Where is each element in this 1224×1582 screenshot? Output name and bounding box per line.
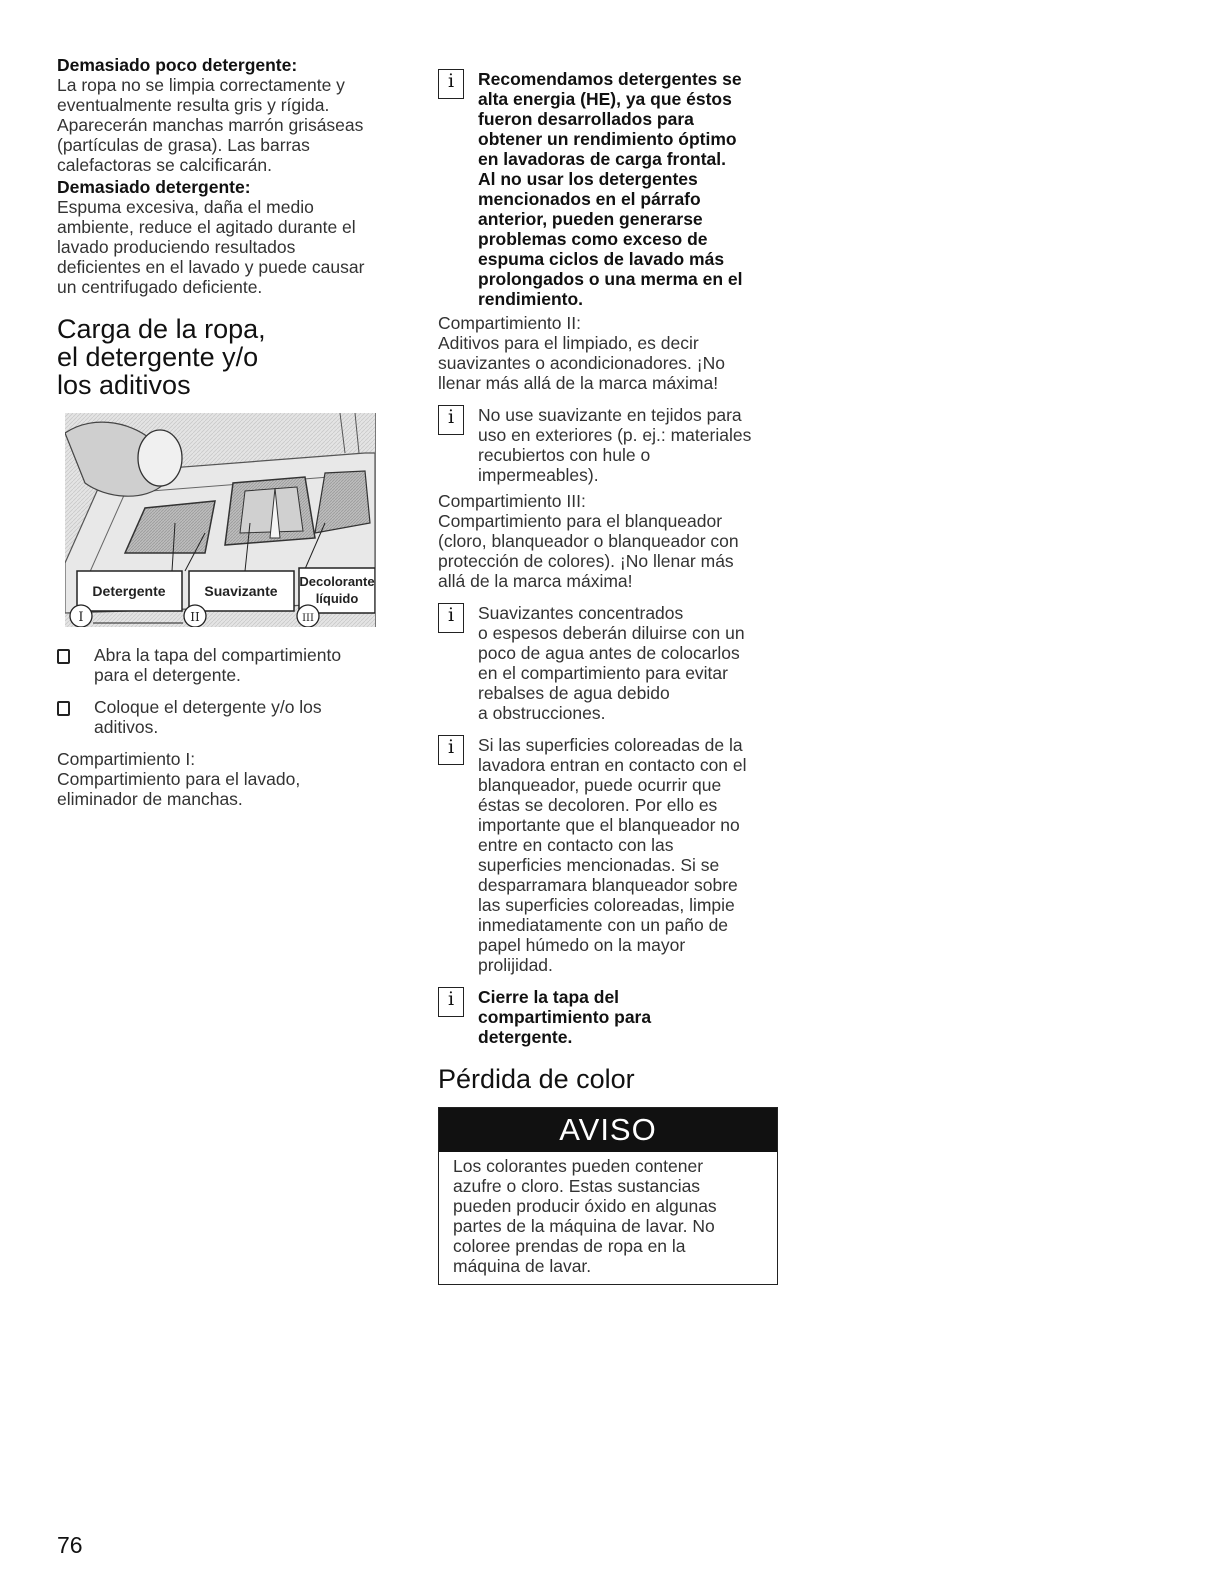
compartment-2-block [438,313,780,393]
text-line: éstas se decoloren. Por ello es [478,795,718,815]
text-line: Aparecerán manchas marrón grisáseas [57,115,364,135]
title-line: Carga de la ropa, [57,314,266,344]
text-line: Recomendamos detergentes se [478,69,742,89]
text-line: Cierre la tapa del [478,987,620,1007]
text-line: las superficies coloreadas, limpie [478,895,735,915]
text-line: coloree prendas de ropa en la [453,1236,686,1256]
text-line: allá de la marca máxima! [438,571,633,591]
label-detergent: Detergente [92,583,166,599]
text-line: protección de colores). ¡No llenar más [438,551,734,571]
text-line: fueron desarrollados para [478,109,694,129]
loading-section-title [57,315,402,399]
too-much-text [57,197,402,297]
text-line: en el compartimiento para evitar [478,663,728,683]
text-line: azufre o cloro. Estas sustancias [453,1176,701,1196]
compartment-label: Compartimiento [438,491,567,511]
colon: : [580,491,586,511]
text-line: ambiente, reduce el agitado durante el [57,217,356,237]
info-icon [438,69,464,99]
text-line: llenar más allá de la marca máxima! [438,373,719,393]
text-line: blanqueador, puede ocurrir que [478,775,722,795]
title-line: el detergente y/o [57,342,259,372]
compartment-2-heading [438,313,780,333]
compartment-label: Compartimiento [57,749,186,769]
marker-compartment-2: II [190,610,200,624]
too-little-text [57,75,402,175]
warning-text [439,1152,777,1284]
text-line: a obstrucciones. [478,703,606,723]
text-line: Al no usar los detergentes [478,169,698,189]
text-line: mencionados en el párrafo [478,189,701,209]
text-line: partes de la máquina de lavar. No [453,1216,715,1236]
page-number: 76 [57,1532,83,1558]
text-line: uso en exteriores (p. ej.: materiales [478,425,752,445]
text-line: para el detergente. [94,665,241,685]
info-softener [438,405,780,485]
dispenser-illustration [65,413,376,627]
text-line: Abra la tapa del compartimiento [94,645,342,665]
text-line: alta energia (HE), ya que éstos [478,89,732,109]
text-line: o espesos deberán diluirse con un [478,623,745,643]
text-line: lavado produciendo resultados [57,237,296,257]
text-line: Si las superficies coloreadas de la [478,735,743,755]
text-line: problemas como exceso de [478,229,708,249]
text-line: No use suavizante en tejidos para [478,405,742,425]
info-concentrated-softener [438,603,780,723]
text-line: prolijidad. [478,955,553,975]
info-icon [438,405,464,435]
colon: : [190,749,196,769]
compartment-number: III [566,491,581,511]
marker-compartment-3: III [302,613,314,624]
text-line: deficientes en el lavado y puede causar [57,257,365,277]
right-column [438,65,780,1285]
info-he-detergent [438,69,780,309]
text-line: espuma ciclos de lavado más [478,249,725,269]
text-line: entre en contacto con las [478,835,674,855]
text-line: La ropa no se limpia correctamente y [57,75,345,95]
compartment-3-heading [438,491,780,511]
text-line: eliminador de manchas. [57,789,243,809]
too-much-heading: Demasiado detergente: [57,177,251,197]
text-line: (cloro, blanqueador o blanqueador con [438,531,739,551]
compartment-number: I [185,749,191,769]
label-softener: Suavizante [204,583,278,599]
text-line: pueden producir óxido en algunas [453,1196,717,1216]
checkbox-icon[interactable] [57,649,70,664]
text-line: importante que el blanqueador no [478,815,740,835]
color-loss-title: Pérdida de color [438,1064,635,1094]
text-line: lavadora entran en contacto con el [478,755,747,775]
text-line: papel húmedo on la mayor [478,935,686,955]
text-line: suavizantes o acondicionadores. ¡No [438,353,725,373]
text-line: Compartimiento para el lavado, [57,769,301,789]
text-line: aditivos. [94,717,159,737]
dispenser-drawing [65,413,375,627]
text-line: compartimiento para [478,1007,652,1027]
info-colored-surfaces [438,735,780,975]
text-line: Suavizantes concentrados [478,603,684,623]
text-line: Compartimiento para el blanqueador [438,511,723,531]
text-line: un centrifugado deficiente. [57,277,263,297]
label-bleach-line-2: líquido [315,591,359,606]
compartment-1-heading [57,749,402,769]
compartment-number: II [566,313,577,333]
compartment-1-block [57,749,402,809]
text-line: recubiertos con hule o [478,445,651,465]
text-line: calefactoras se calcificarán. [57,155,272,175]
label-bleach-line-1: Decolorante [299,574,375,589]
warning-box [438,1107,778,1285]
text-line: Aditivos para el limpiado, es decir [438,333,699,353]
text-line: superficies mencionadas. Si se [478,855,720,875]
text-line: impermeables). [478,465,599,485]
text-line: prolongados o una merma en el [478,269,743,289]
text-line: Coloque el detergente y/o los [94,697,322,717]
step-item [57,697,402,737]
text-line: desparramara blanqueador sobre [478,875,738,895]
checkbox-icon[interactable] [57,701,70,716]
text-line: obtener un rendimiento óptimo [478,129,737,149]
info-close-lid [438,987,780,1047]
text-line: máquina de lavar. [453,1256,592,1276]
text-line: eventualmente resulta gris y rígida. [57,95,330,115]
compartment-label: Compartimiento [438,313,567,333]
text-line: rendimiento. [478,289,584,309]
text-line: inmediatamente con un paño de [478,915,729,935]
text-line: en lavadoras de carga frontal. [478,149,727,169]
too-little-heading: Demasiado poco detergente: [57,55,298,75]
warning-title: AVISO [439,1108,777,1152]
steps-list [57,645,402,737]
info-icon [438,987,464,1017]
compartment-3-block [438,491,780,591]
title-line: los aditivos [57,370,191,400]
text-line: rebalses de agua debido [478,683,670,703]
text-line: poco de agua antes de colocarlos [478,643,740,663]
info-icon [438,603,464,633]
info-icon [438,735,464,765]
text-line: Los colorantes pueden contener [453,1156,704,1176]
text-line: Espuma excesiva, daña el medio [57,197,314,217]
text-line: (partículas de grasa). Las barras [57,135,310,155]
colon: : [576,313,581,333]
text-line: detergente. [478,1027,573,1047]
marker-compartment-1: I [78,610,84,625]
left-column [57,55,402,809]
step-item [57,645,402,685]
text-line: anterior, pueden generarse [478,209,703,229]
